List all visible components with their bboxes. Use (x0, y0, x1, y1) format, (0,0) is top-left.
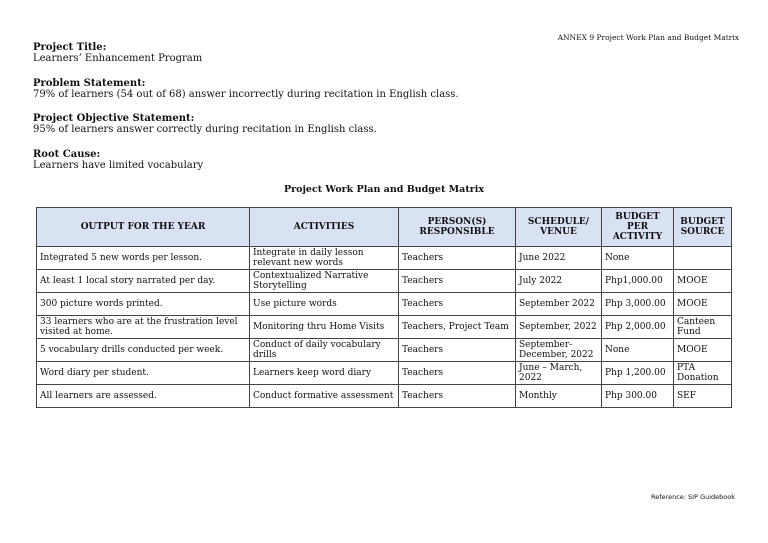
activity-cell: Use picture words (250, 293, 399, 316)
person-cell: Teachers (399, 293, 516, 316)
root-cause-value: Learners have limited vocabulary (33, 160, 204, 171)
table-row (37, 339, 732, 362)
table-row (37, 362, 732, 385)
output-cell: All learners are assessed. (37, 385, 250, 408)
source-cell: MOOE (674, 293, 732, 316)
schedule-cell: Monthly (516, 385, 602, 408)
objective-statement-section (33, 113, 377, 135)
schedule-cell: July 2022 (516, 270, 602, 293)
budget-cell: Php 3,000.00 (602, 293, 674, 316)
table-row (37, 316, 732, 339)
activity-cell: Conduct of daily vocabulary drills (250, 339, 399, 362)
header-schedule: SCHEDULE/ VENUE (516, 208, 602, 247)
budget-cell: None (602, 247, 674, 270)
budget-cell: Php 2,000.00 (602, 316, 674, 339)
objective-statement-value: 95% of learners answer correctly during recitation in English class. (33, 124, 377, 135)
activity-cell: Conduct formative assessment (250, 385, 399, 408)
table-header-row (37, 208, 732, 247)
budget-cell: Php 1,200.00 (602, 362, 674, 385)
output-cell: Word diary per student. (37, 362, 250, 385)
source-cell (674, 247, 732, 270)
header-activities: ACTIVITIES (250, 208, 399, 247)
source-cell: SEF (674, 385, 732, 408)
work-plan-table (36, 207, 732, 408)
root-cause-label: Root Cause: (33, 149, 101, 160)
table-row (37, 293, 732, 316)
project-title-value: Learners’ Enhancement Program (33, 53, 203, 64)
reference-note: Reference: SIP Guidebook (651, 493, 735, 501)
problem-statement-label: Problem Statement: (33, 78, 146, 89)
project-title-section (33, 42, 202, 64)
header-source: BUDGET SOURCE (674, 208, 732, 247)
matrix-title: Project Work Plan and Budget Matrix (283, 184, 484, 195)
activity-cell: Integrate in daily lesson relevant new words (250, 247, 399, 270)
budget-cell: None (602, 339, 674, 362)
header-output: OUTPUT FOR THE YEAR (37, 208, 250, 247)
table-row (37, 385, 732, 408)
schedule-cell: June 2022 (516, 247, 602, 270)
person-cell: Teachers (399, 385, 516, 408)
source-cell: Canteen Fund (674, 316, 732, 339)
output-cell: 5 vocabulary drills conducted per week. (37, 339, 250, 362)
header-budget: BUDGET PER ACTIVITY (602, 208, 674, 247)
activity-cell: Learners keep word diary (250, 362, 399, 385)
schedule-cell: September 2022 (516, 293, 602, 316)
source-cell: MOOE (674, 339, 732, 362)
person-cell: Teachers, Project Team (399, 316, 516, 339)
root-cause-section (33, 149, 203, 171)
objective-statement-label: Project Objective Statement: (33, 113, 195, 124)
schedule-cell: September-December, 2022 (516, 339, 602, 362)
project-title-label: Project Title: (33, 42, 107, 53)
schedule-cell: September, 2022 (516, 316, 602, 339)
person-cell: Teachers (399, 247, 516, 270)
output-cell: 300 picture words printed. (37, 293, 250, 316)
problem-statement-value: 79% of learners (54 out of 68) answer incorrectly during recitation in English class. (33, 89, 459, 100)
annex-label: ANNEX 9 Project Work Plan and Budget Matrix (557, 33, 739, 42)
activity-cell: Monitoring thru Home Visits (250, 316, 399, 339)
budget-cell: Php 300.00 (602, 385, 674, 408)
problem-statement-section (33, 78, 459, 100)
person-cell: Teachers (399, 270, 516, 293)
table-row (37, 247, 732, 270)
header-persons: PERSON(S) RESPONSIBLE (399, 208, 516, 247)
output-cell: 33 learners who are at the frustration level visited at home. (37, 316, 250, 339)
activity-cell: Contextualized Narrative Storytelling (250, 270, 399, 293)
person-cell: Teachers (399, 339, 516, 362)
output-cell: At least 1 local story narrated per day. (37, 270, 250, 293)
budget-cell: Php1,000.00 (602, 270, 674, 293)
source-cell: PTA Donation (674, 362, 732, 385)
output-cell: Integrated 5 new words per lesson. (37, 247, 250, 270)
person-cell: Teachers (399, 362, 516, 385)
source-cell: MOOE (674, 270, 732, 293)
table-row (37, 270, 732, 293)
schedule-cell: June – March, 2022 (516, 362, 602, 385)
